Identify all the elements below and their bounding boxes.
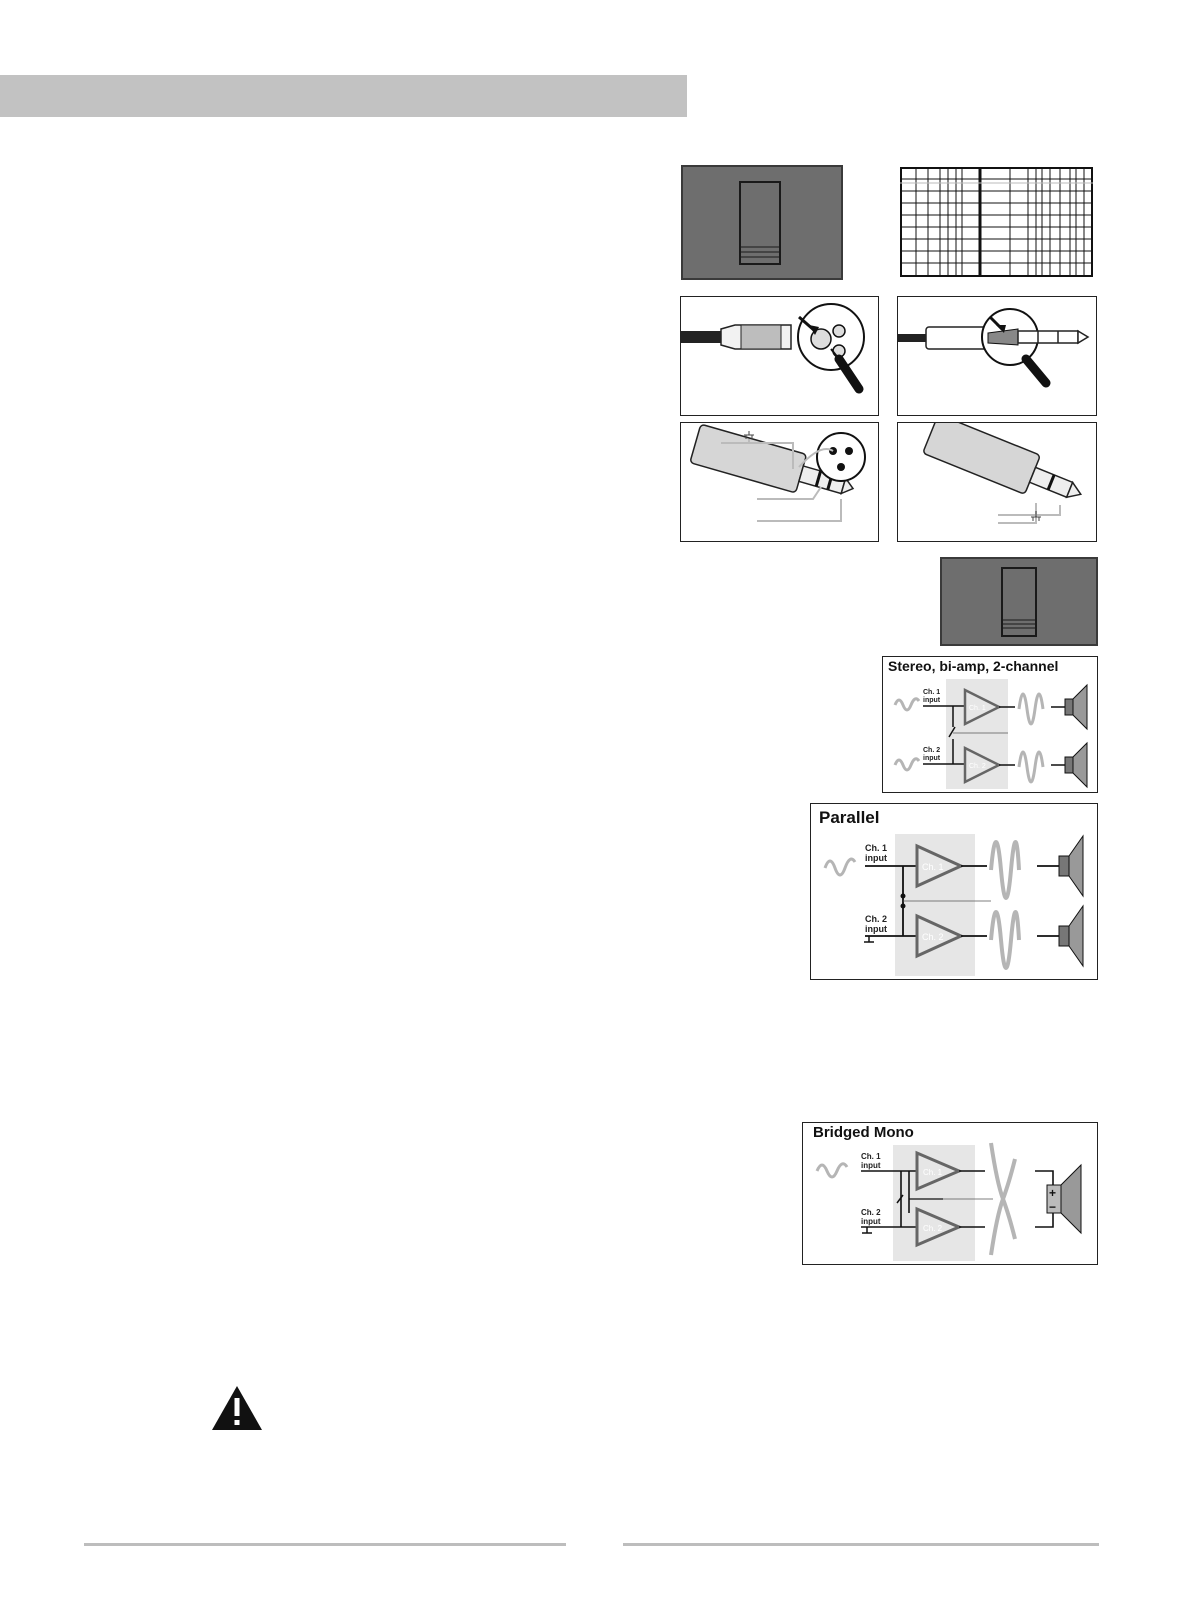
xlr-solder-illustration	[680, 296, 879, 416]
bridged-amp2-label: Ch. 2	[923, 1224, 943, 1233]
parallel-ch2-label: Ch. 2	[865, 914, 888, 924]
bridged-minus-sign: −	[1049, 1200, 1057, 1214]
section-header-bar	[0, 75, 687, 117]
footer-rule-left	[84, 1543, 566, 1546]
bridged-ch2-input: input	[861, 1217, 881, 1226]
trs-xlr-pinout-illustration	[680, 422, 879, 542]
bridged-ch2-label: Ch. 2	[861, 1208, 881, 1217]
warning-triangle-icon	[210, 1384, 264, 1432]
trs-solder-illustration	[897, 296, 1097, 416]
stereo-ch2-input: input	[923, 755, 941, 762]
bridged-plus-sign: +	[1049, 1186, 1057, 1200]
stereo-ch1-input: input	[923, 697, 941, 704]
ts-pinout-illustration	[897, 422, 1097, 542]
mode-switch-illustration-top	[681, 165, 843, 280]
grid-illustration	[900, 167, 1094, 277]
stereo-ch2-label: Ch. 2	[923, 747, 941, 754]
bridged-ch1-label: Ch. 1	[861, 1152, 881, 1161]
parallel-ch1-input: input	[865, 853, 887, 863]
stereo-diagram-title: Stereo, bi-amp, 2-channel	[888, 658, 1059, 674]
bridged-mono-diagram	[802, 1122, 1098, 1265]
parallel-ch2-input: input	[865, 924, 887, 934]
bridged-amp1-label: Ch. 1	[923, 1168, 943, 1177]
parallel-mode-diagram	[810, 803, 1098, 980]
stereo-ch1-label: Ch. 1	[923, 689, 941, 696]
bridged-diagram-title: Bridged Mono	[813, 1124, 914, 1141]
mode-switch-illustration-bottom	[940, 557, 1098, 646]
parallel-amp1-label: Ch. 1	[922, 862, 944, 872]
bridged-ch1-input: input	[861, 1161, 881, 1170]
parallel-amp2-label: Ch. 2	[922, 932, 944, 942]
parallel-ch1-label: Ch. 1	[865, 843, 888, 853]
stereo-mode-diagram	[882, 656, 1098, 793]
footer-rule-right	[623, 1543, 1099, 1546]
stereo-amp2-label: Ch. 2	[969, 763, 986, 770]
parallel-diagram-title: Parallel	[819, 808, 880, 827]
stereo-amp1-label: Ch. 1	[969, 705, 986, 712]
